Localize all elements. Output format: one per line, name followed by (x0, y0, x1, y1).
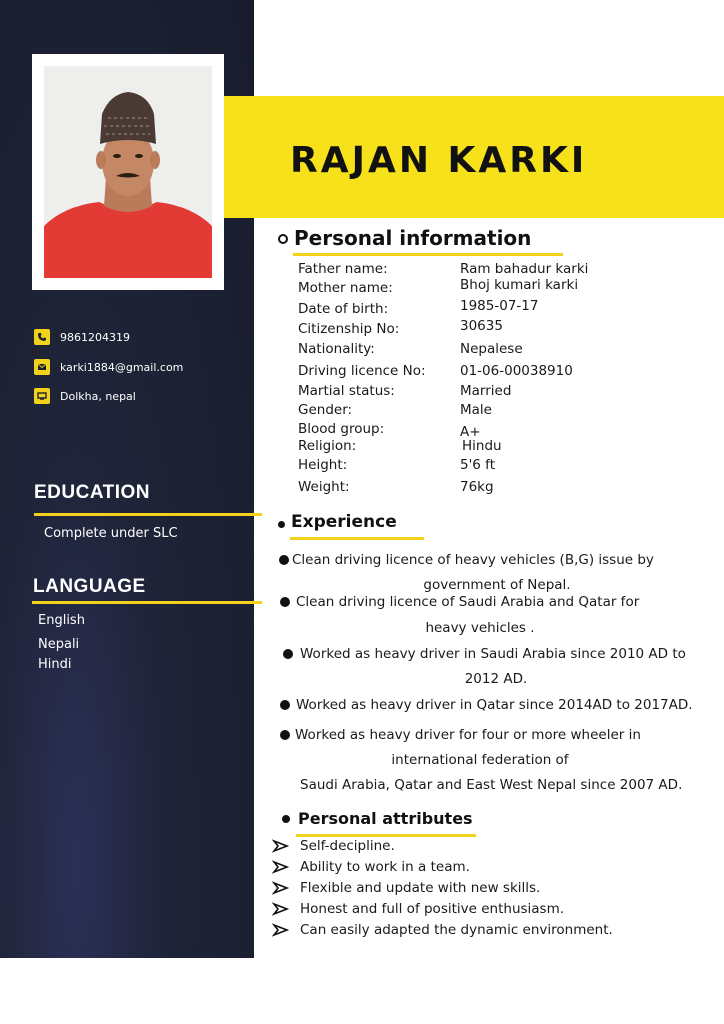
email-icon (34, 359, 50, 375)
arrow-bullet-icon (272, 839, 290, 853)
experience-title: Experience (291, 512, 397, 532)
info-value: Nepalese (460, 341, 523, 357)
experience-item: Clean driving licence of Saudi Arabia and Qatar for (296, 594, 640, 610)
info-value: 30635 (460, 318, 503, 334)
profile-photo-frame (32, 54, 224, 290)
arrow-bullet-icon (272, 923, 290, 937)
info-label: Nationality: (298, 341, 375, 357)
attributes-title: Personal attributes (298, 809, 473, 828)
language-item: Hindi (38, 657, 72, 672)
attribute-text: Can easily adapted the dynamic environment. (300, 922, 613, 938)
section-circle-icon (278, 234, 288, 244)
info-value: 1985-07-17 (460, 298, 539, 314)
profile-photo (44, 66, 212, 278)
info-row (298, 298, 718, 319)
experience-item-cont: 2012 AD. (464, 671, 528, 687)
info-row (298, 363, 718, 381)
info-row (298, 341, 718, 359)
contact-address (34, 388, 136, 404)
attributes-underline (296, 834, 476, 837)
info-label: Date of birth: (298, 301, 389, 317)
info-value: 01-06-00038910 (460, 363, 573, 379)
address-text: Dolkha, nepal (60, 389, 136, 403)
info-value: Ram bahadur karki (460, 261, 589, 277)
language-divider (32, 601, 262, 604)
bullet-icon (279, 555, 289, 565)
arrow-bullet-icon (272, 902, 290, 916)
attribute-item (272, 880, 540, 896)
arrow-bullet-icon (272, 860, 290, 874)
location-icon (34, 388, 50, 404)
info-row (298, 457, 718, 475)
phone-text: 9861204319 (60, 330, 130, 344)
bullet-icon (283, 649, 293, 659)
section-bullet-icon (282, 815, 290, 823)
personal-info-title: Personal information (294, 226, 532, 250)
info-value: 76kg (460, 479, 494, 495)
experience-item-cont: Saudi Arabia, Qatar and East West Nepal since 2007 AD. (300, 777, 683, 793)
info-label: Martial status: (298, 383, 395, 399)
info-label: Driving licence No: (298, 363, 426, 379)
info-label: Mother name: (298, 280, 393, 296)
person-name: RAJAN KARKI (290, 140, 588, 181)
arrow-bullet-icon (272, 881, 290, 895)
experience-item-cont: heavy vehicles . (425, 620, 535, 636)
bullet-icon (280, 597, 290, 607)
info-value: Hindu (462, 438, 502, 454)
info-label: Blood group: (298, 421, 385, 437)
info-value: A+ (460, 424, 481, 440)
experience-item: Clean driving licence of heavy vehicles (B,G) issue by (292, 552, 654, 568)
education-heading: EDUCATION (34, 482, 151, 503)
info-row (298, 383, 718, 401)
info-label: Weight: (298, 479, 350, 495)
experience-item-cont: international federation of (391, 752, 569, 768)
attribute-item (272, 922, 613, 938)
info-row (298, 438, 718, 456)
info-value: Male (460, 402, 492, 418)
phone-icon (34, 329, 50, 345)
language-heading: LANGUAGE (33, 576, 146, 597)
experience-item: Worked as heavy driver in Saudi Arabia since 2010 AD to (300, 646, 686, 662)
info-row (298, 479, 718, 497)
experience-item: Worked as heavy driver in Qatar since 2014AD to 2017AD. (296, 697, 693, 713)
experience-item: Worked as heavy driver for four or more wheeler in (295, 727, 641, 743)
info-label: Height: (298, 457, 348, 473)
email-text: karki1884@gmail.com (60, 360, 184, 374)
bullet-icon (280, 700, 290, 710)
contact-phone[interactable] (34, 329, 130, 345)
attribute-text: Ability to work in a team. (300, 859, 470, 875)
attribute-text: Flexible and update with new skills. (300, 880, 541, 896)
attribute-item (272, 838, 395, 854)
info-label: Gender: (298, 402, 353, 418)
attribute-text: Self-decipline. (300, 838, 395, 854)
attribute-item (272, 901, 564, 917)
language-item: Nepali (38, 637, 80, 652)
education-item: Complete under SLC (44, 526, 178, 541)
attribute-text: Honest and full of positive enthusiasm. (300, 901, 565, 917)
personal-info-underline (293, 253, 563, 256)
info-row (298, 421, 718, 439)
section-bullet-icon (278, 521, 285, 528)
info-label: Religion: (298, 438, 357, 454)
experience-underline (290, 537, 424, 540)
info-value: Bhoj kumari karki (460, 277, 579, 293)
info-value: 5'6 ft (460, 457, 495, 473)
education-divider (34, 513, 262, 516)
experience-item-cont: government of Nepal. (423, 577, 571, 593)
attribute-item (272, 859, 470, 875)
info-row (298, 402, 718, 420)
bullet-icon (280, 730, 290, 740)
info-row (298, 318, 718, 339)
info-row (298, 277, 718, 298)
info-value: Married (460, 383, 512, 399)
info-label: Citizenship No: (298, 321, 400, 337)
language-item: English (38, 613, 85, 628)
info-label: Father name: (298, 261, 388, 277)
contact-email[interactable] (34, 359, 183, 375)
